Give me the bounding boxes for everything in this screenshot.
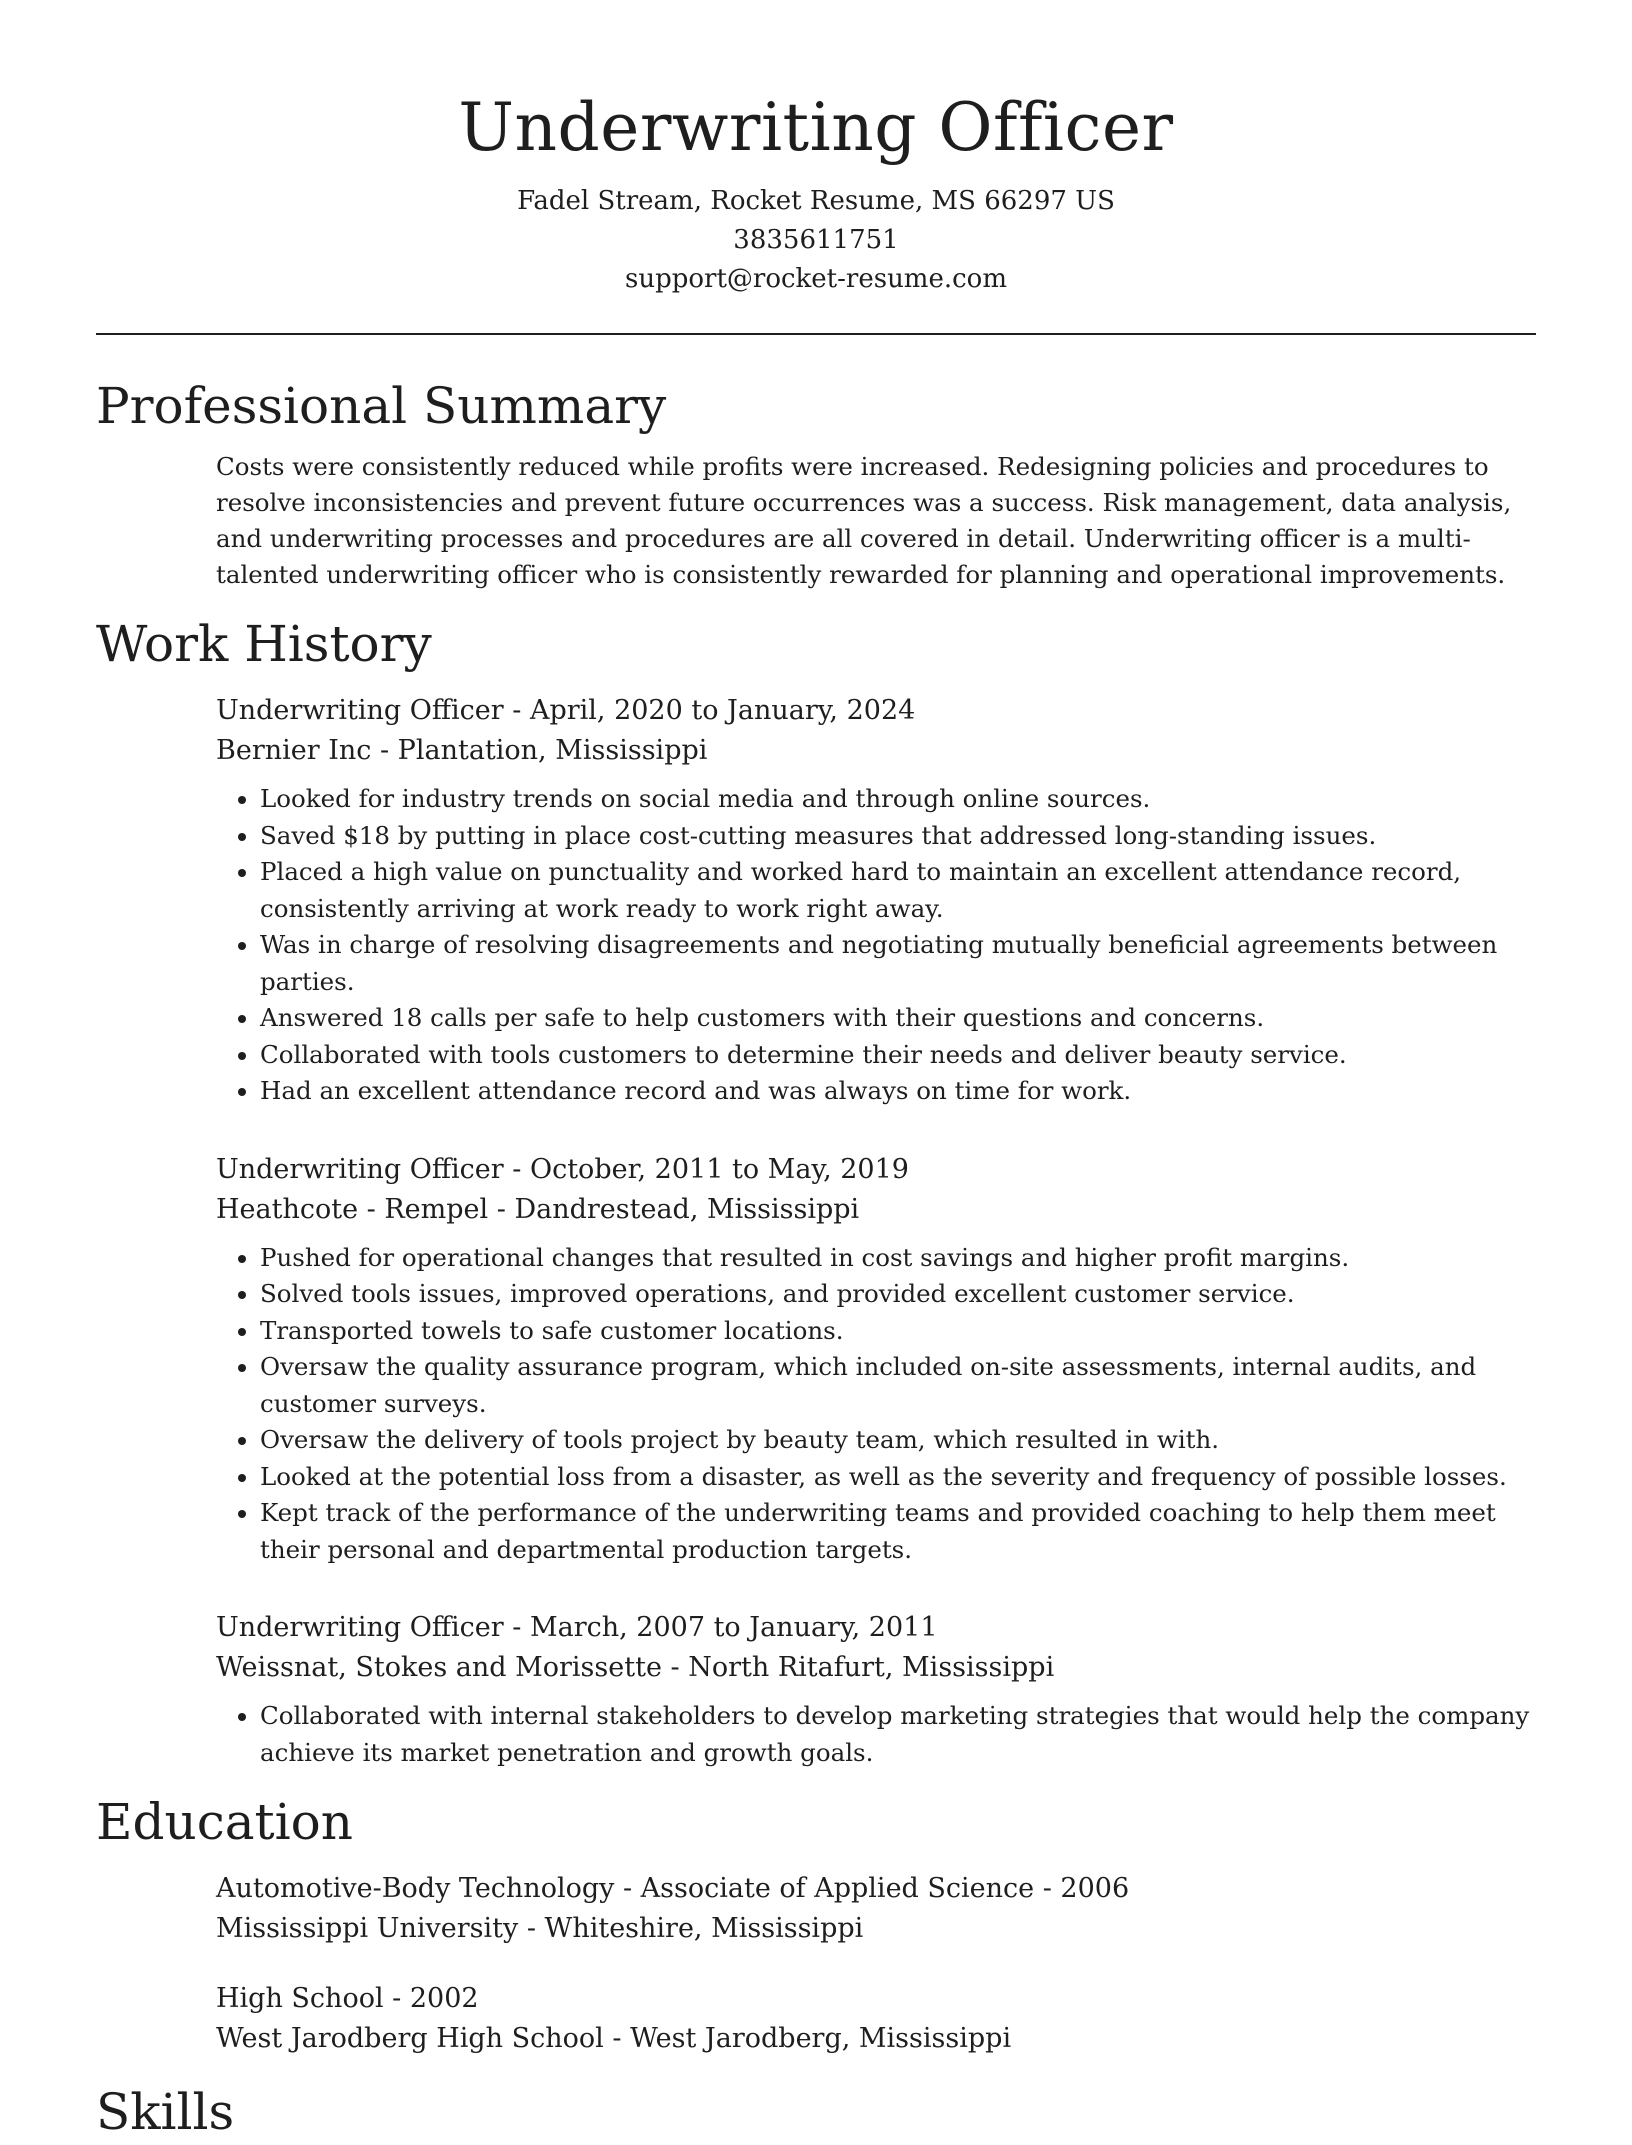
job-bullet: • Answered 18 calls per safe to help customers with their questions and concerns. xyxy=(260,1000,1536,1037)
education-heading: Education xyxy=(96,1793,353,1851)
job-bullets xyxy=(216,1698,1536,1771)
job-bullet: • Collaborated with tools customers to determine their needs and deliver beauty service. xyxy=(260,1037,1536,1074)
job-bullet: • Looked at the potential loss from a disaster, as well as the severity and frequency of possible losses. xyxy=(260,1459,1536,1496)
contact-block xyxy=(96,182,1536,299)
education-section xyxy=(216,1869,1536,2059)
work-history-section xyxy=(216,691,1536,1771)
work-history-heading: Work History xyxy=(96,615,432,673)
job-bullet: • Pushed for operational changes that resulted in cost savings and higher profit margins. xyxy=(260,1240,1536,1277)
contact-phone: 3835611751 xyxy=(733,225,899,255)
job-entry xyxy=(216,691,1536,1110)
job-bullet: • Had an excellent attendance record and was always on time for work. xyxy=(260,1073,1536,1110)
job-bullet: • Was in charge of resolving disagreements and negotiating mutually beneficial agreements between parties. xyxy=(260,927,1536,1000)
contact-email: support@rocket-resume.com xyxy=(624,264,1007,294)
job-company-line: Weissnat, Stokes and Morissette - North Ritafurt, Mississippi xyxy=(216,1652,1055,1683)
resume-page xyxy=(96,0,1536,2145)
job-bullet: • Saved $18 by putting in place cost-cutting measures that addressed long-standing issues. xyxy=(260,818,1536,855)
job-bullet: • Oversaw the delivery of tools project by beauty team, which resulted in with. xyxy=(260,1422,1536,1459)
summary-section xyxy=(216,449,1536,593)
education-degree-line: High School - 2002 xyxy=(216,1983,479,2014)
job-bullets xyxy=(216,1240,1536,1569)
contact-address: Fadel Stream, Rocket Resume, MS 66297 US xyxy=(517,186,1115,216)
summary-text: Costs were consistently reduced while profits were increased. Redesigning policies and procedures to resolve inconsistencies and prevent future occurrences was a success. Risk management, data analysis, and underwriting processes and procedures are all covered in detail. Underwriting officer is a multi-talented underwriting officer who is consistently rewarded for planning and operational improvements. xyxy=(216,452,1512,589)
job-bullet: • Collaborated with internal stakeholders to develop marketing strategies that would help the company achieve its market penetration and growth goals. xyxy=(260,1698,1536,1771)
job-bullet: • Looked for industry trends on social media and through online sources. xyxy=(260,781,1536,818)
job-entry xyxy=(216,1608,1536,1771)
education-entry xyxy=(216,1979,1536,2059)
job-company-line: Heathcote - Rempel - Dandrestead, Mississippi xyxy=(216,1193,860,1225)
job-title-line: Underwriting Officer - April, 2020 to January, 2024 xyxy=(216,695,916,726)
education-degree-line: Automotive-Body Technology - Associate of Applied Science - 2006 xyxy=(216,1873,1130,1904)
resume-name: Underwriting Officer xyxy=(458,89,1174,166)
header-divider xyxy=(96,333,1536,335)
job-bullet: • Solved tools issues, improved operations, and provided excellent customer service. xyxy=(260,1276,1536,1313)
job-bullet: • Kept track of the performance of the underwriting teams and provided coaching to help them meet their personal and departmental production targets. xyxy=(260,1495,1536,1568)
job-entry xyxy=(216,1150,1536,1569)
job-bullet: • Transported towels to safe customer locations. xyxy=(260,1313,1536,1350)
summary-heading: Professional Summary xyxy=(96,377,667,435)
job-bullet: • Placed a high value on punctuality and worked hard to maintain an excellent attendance record, consistently arriving at work ready to work right away. xyxy=(260,854,1536,927)
skills-heading: Skills xyxy=(96,2083,235,2141)
education-entry xyxy=(216,1869,1536,1949)
education-school-line: Mississippi University - Whiteshire, Mississippi xyxy=(216,1913,864,1944)
job-company-line: Bernier Inc - Plantation, Mississippi xyxy=(216,735,708,766)
job-title-line: Underwriting Officer - March, 2007 to January, 2011 xyxy=(216,1612,938,1643)
job-title-line: Underwriting Officer - October, 2011 to May, 2019 xyxy=(216,1153,909,1185)
resume-header xyxy=(96,0,1536,299)
job-bullet: • Oversaw the quality assurance program, which included on-site assessments, internal audits, and customer surveys. xyxy=(260,1349,1536,1422)
education-school-line: West Jarodberg High School - West Jarodberg, Mississippi xyxy=(216,2023,1012,2054)
job-bullets xyxy=(216,781,1536,1110)
